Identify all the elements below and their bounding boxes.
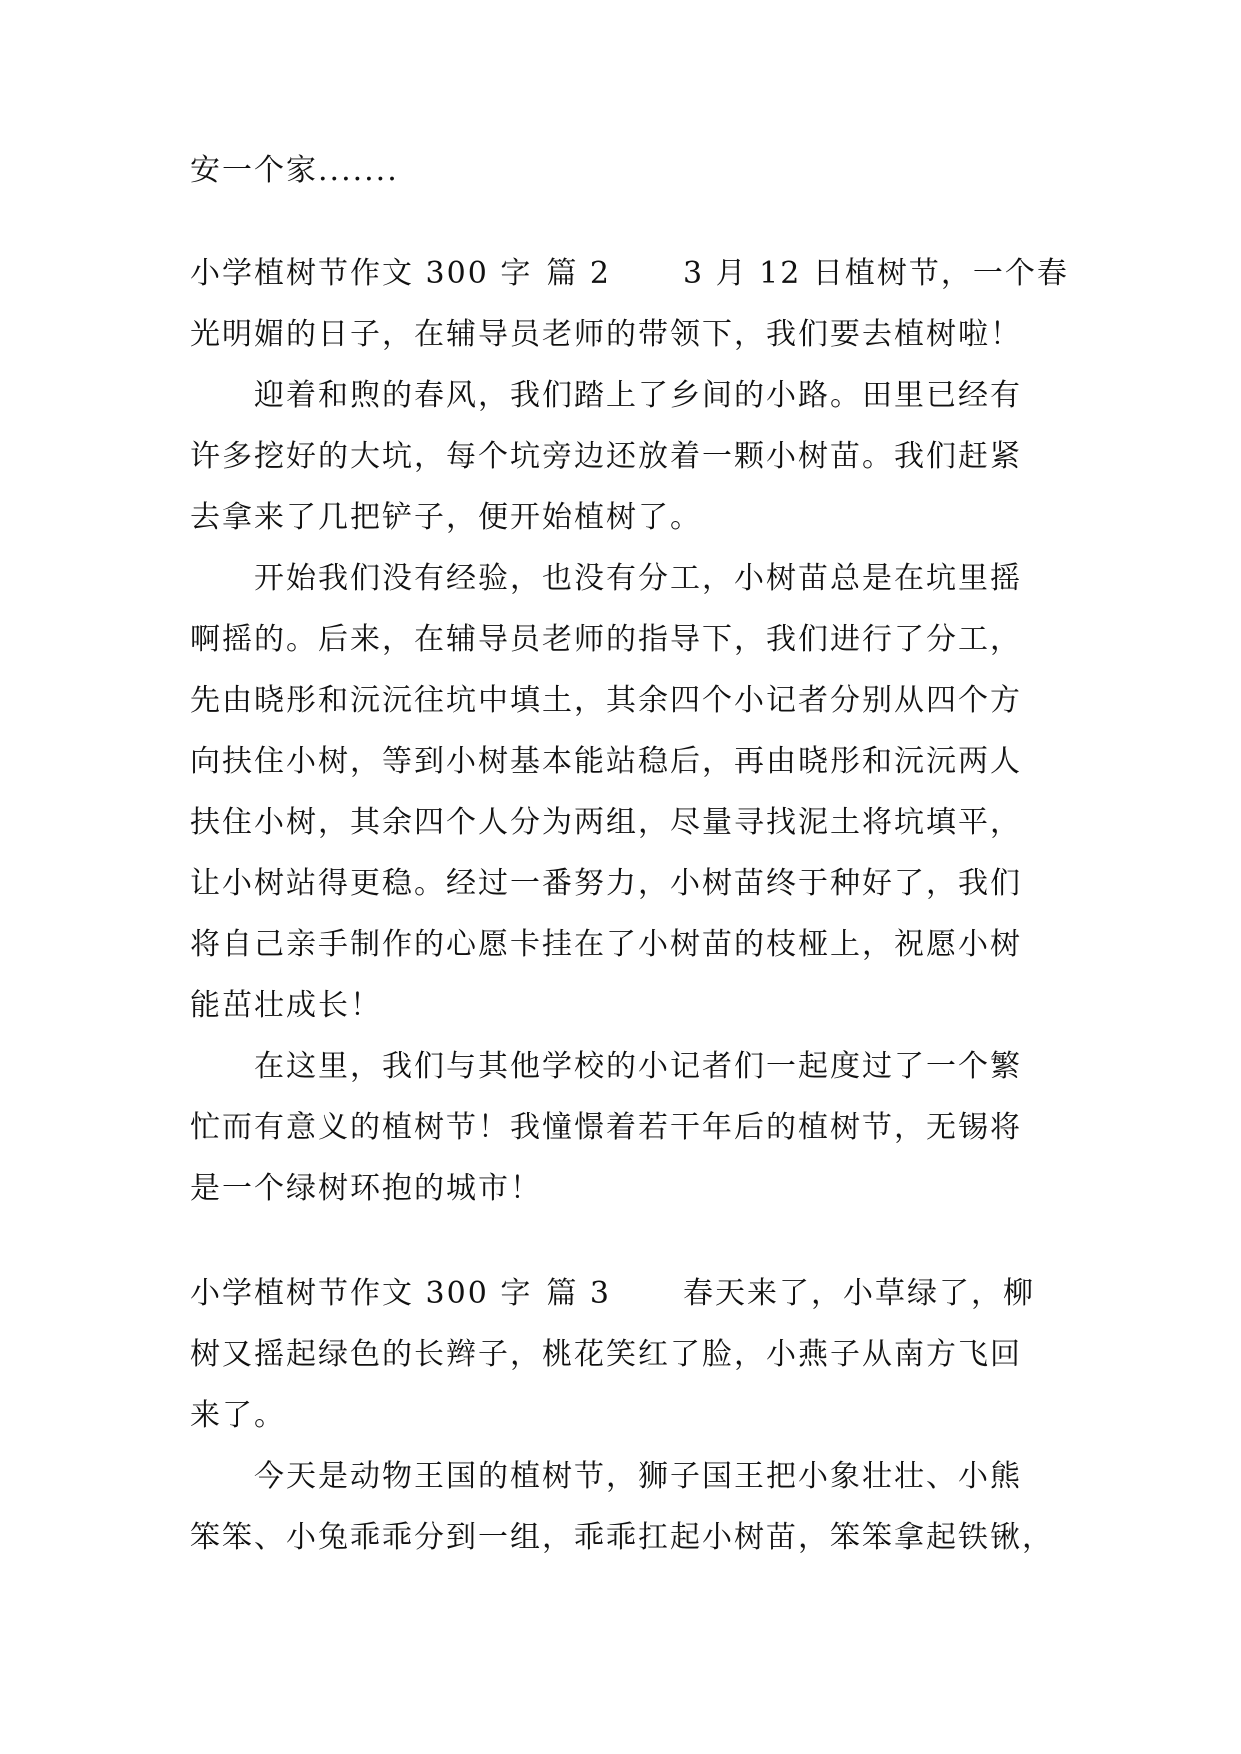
paragraph-line: 去拿来了几把铲子，便开始植树了。 <box>190 500 702 535</box>
paragraph-line: 今天是动物王国的植树节，狮子国王把小象壮壮、小熊 <box>254 1459 1022 1494</box>
paragraph-line: 在这里，我们与其他学校的小记者们一起度过了一个繁 <box>254 1049 1022 1084</box>
intro-paragraph <box>190 140 1060 201</box>
paragraph-line: 开始我们没有经验，也没有分工，小树苗总是在坑里摇 <box>254 561 1022 596</box>
paragraph-line: 将自己亲手制作的心愿卡挂在了小树苗的枝桠上，祝愿小树 <box>190 927 1022 962</box>
paragraph-line: 许多挖好的大坑，每个坑旁边还放着一颗小树苗。我们赶紧 <box>190 439 1022 474</box>
essay-3 <box>190 1263 1060 1568</box>
paragraph-line: 是一个绿树环抱的城市！ <box>190 1171 542 1206</box>
paragraph-line: 光明媚的日子，在辅导员老师的带领下，我们要去植树啦！ <box>190 317 1022 352</box>
paragraph-line: 来了。 <box>190 1398 286 1433</box>
paragraph-line: 先由晓彤和沅沅往坑中填土，其余四个小记者分别从四个方 <box>190 683 1022 718</box>
essay-2 <box>190 243 1069 1219</box>
essay-3-section: 篇 3 <box>546 1276 611 1311</box>
paragraph-line: 啊摇的。后来，在辅导员老师的指导下，我们进行了分工， <box>190 622 1022 657</box>
intro-line: 安一个家....... <box>190 153 399 188</box>
essay-2-heading-line <box>190 243 1069 304</box>
paragraph-line: 让小树站得更稳。经过一番努力，小树苗终于种好了，我们 <box>190 866 1022 901</box>
paragraph-line: 迎着和煦的春风，我们踏上了乡间的小路。田里已经有 <box>254 378 1022 413</box>
paragraph-line: 笨笨、小兔乖乖分到一组，乖乖扛起小树苗，笨笨拿起铁锹， <box>190 1520 1054 1555</box>
essay-2-title: 小学植树节作文 300 字 <box>190 256 533 291</box>
paragraph-line: 忙而有意义的植树节！我憧憬着若干年后的植树节，无锡将 <box>190 1110 1022 1145</box>
essay-3-heading-line <box>190 1263 1060 1324</box>
paragraph-line: 扶住小树，其余四个人分为两组，尽量寻找泥土将坑填平， <box>190 805 1022 840</box>
paragraph-line: 向扶住小树，等到小树基本能站稳后，再由晓彤和沅沅两人 <box>190 744 1022 779</box>
essay-3-first-line: 春天来了，小草绿了，柳 <box>682 1276 1035 1311</box>
essay-3-title: 小学植树节作文 300 字 <box>190 1276 533 1311</box>
essay-2-section: 篇 2 <box>546 256 611 291</box>
paragraph-line: 树又摇起绿色的长辫子，桃花笑红了脸，小燕子从南方飞回 <box>190 1337 1022 1372</box>
essay-2-first-line: 3 月 12 日植树节，一个春 <box>682 256 1069 291</box>
paragraph-line: 能茁壮成长！ <box>190 988 382 1023</box>
